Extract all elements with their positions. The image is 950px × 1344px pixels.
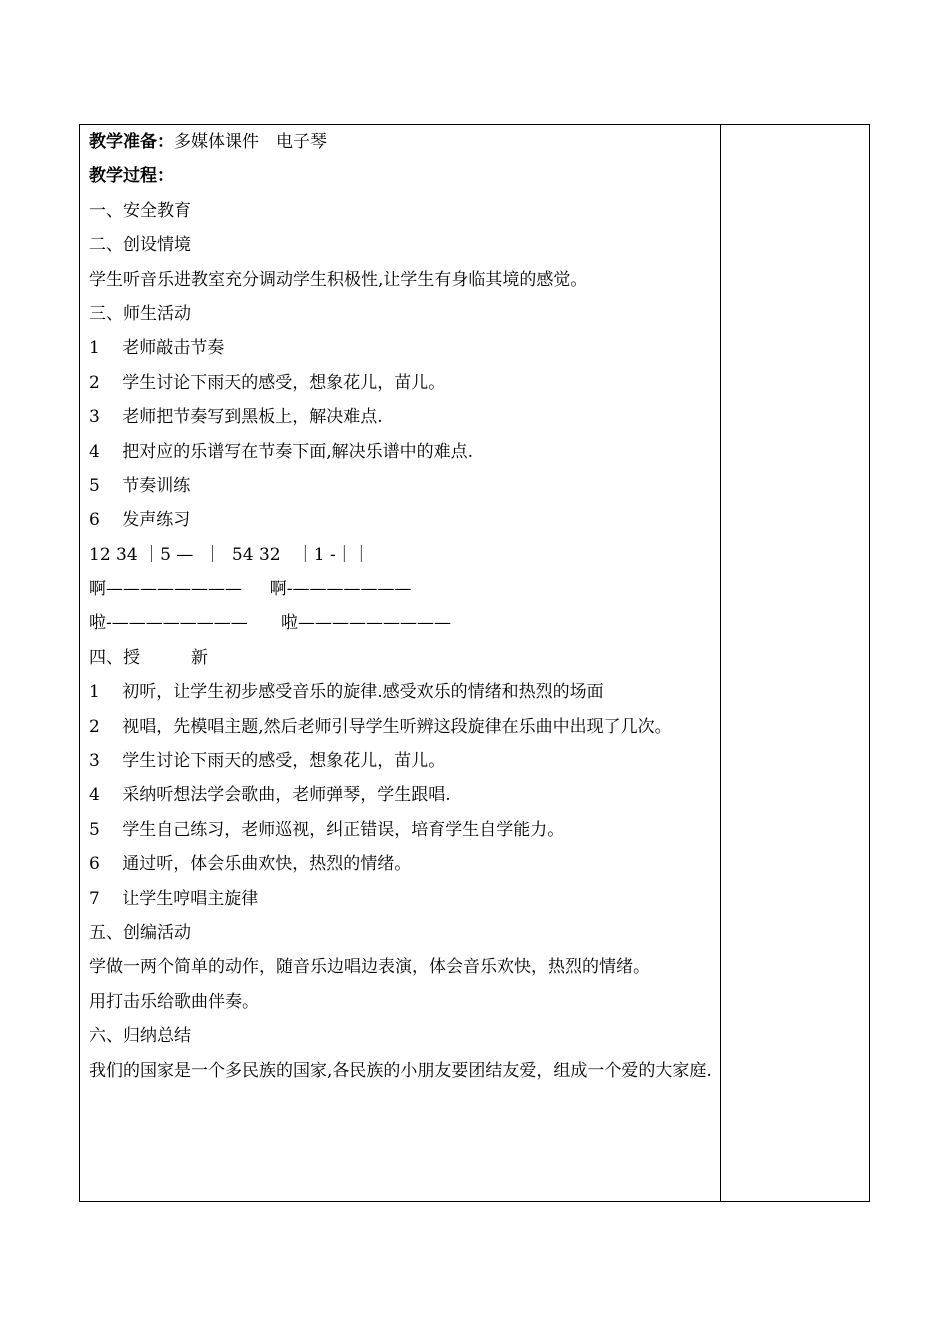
prep-value: 多媒体课件 电子琴 — [174, 132, 327, 152]
text-paragraph: 我们的国家是一个多民族的国家,各民族的小朋友要团结友爱，组成一个爱的大家庭. — [89, 1060, 712, 1081]
text-line: 四、授 新 — [89, 647, 208, 668]
vocal-line-a: 啊———————— 啊-——————— — [89, 579, 412, 600]
prep-line — [89, 125, 714, 159]
text-line: 2 学生讨论下雨天的感受，想象花儿，苗儿。 — [89, 372, 446, 393]
prep-label: 教学准备： — [89, 132, 174, 152]
text-line: 一、安全教育 — [89, 200, 191, 221]
process-heading: 教学过程： — [89, 166, 174, 187]
notes-cell — [721, 125, 869, 1201]
text-line: 1 老师敲击节奏 — [89, 338, 225, 359]
text-line: 5 学生自己练习，老师巡视，纠正错误，培育学生自学能力。 — [89, 819, 565, 840]
text-line: 4 把对应的乐谱写在节奏下面,解决乐谱中的难点. — [89, 441, 474, 462]
text-line: 3 老师把节奏写到黑板上，解决难点. — [89, 407, 383, 428]
text-line: 五、创编活动 — [89, 923, 191, 943]
text-line: 7 让学生哼唱主旋律 — [89, 888, 259, 909]
lesson-content-cell — [89, 125, 714, 1088]
text-line: 二、创设情境 — [89, 235, 191, 256]
text-line: 用打击乐给歌曲伴奏。 — [89, 991, 259, 1012]
text-line: 学生听音乐进教室充分调动学生积极性,让学生有身临其境的感觉。 — [89, 269, 588, 290]
notation-line: 12 34 ｜5 — ｜ 54 32 ｜1 -｜｜ — [89, 544, 370, 565]
text-line: 6 发声练习 — [89, 510, 191, 531]
text-line: 1 初听，让学生初步感受音乐的旋律.感受欢乐的情绪和热烈的场面 — [89, 682, 604, 703]
vocal-line-la: 啦-———————— 啦————————— — [89, 613, 451, 634]
lesson-plan-table — [79, 124, 870, 1202]
text-paragraph: 2 视唱，先模唱主题,然后老师引导学生听辨这段旋律在乐曲中出现了几次。 — [89, 716, 672, 737]
text-line: 3 学生讨论下雨天的感受，想象花儿，苗儿。 — [89, 751, 446, 772]
text-line: 4 采纳听想法学会歌曲，老师弹琴，学生跟唱. — [89, 785, 451, 806]
text-line: 三、师生活动 — [89, 303, 191, 324]
text-line: 6 通过听，体会乐曲欢快，热烈的情绪。 — [89, 854, 412, 875]
text-paragraph: 学做一两个简单的动作，随音乐边唱边表演，体会音乐欢快，热烈的情绪。 — [89, 957, 650, 978]
text-line: 5 节奏训练 — [89, 475, 191, 496]
text-line: 六、归纳总结 — [89, 1026, 191, 1047]
